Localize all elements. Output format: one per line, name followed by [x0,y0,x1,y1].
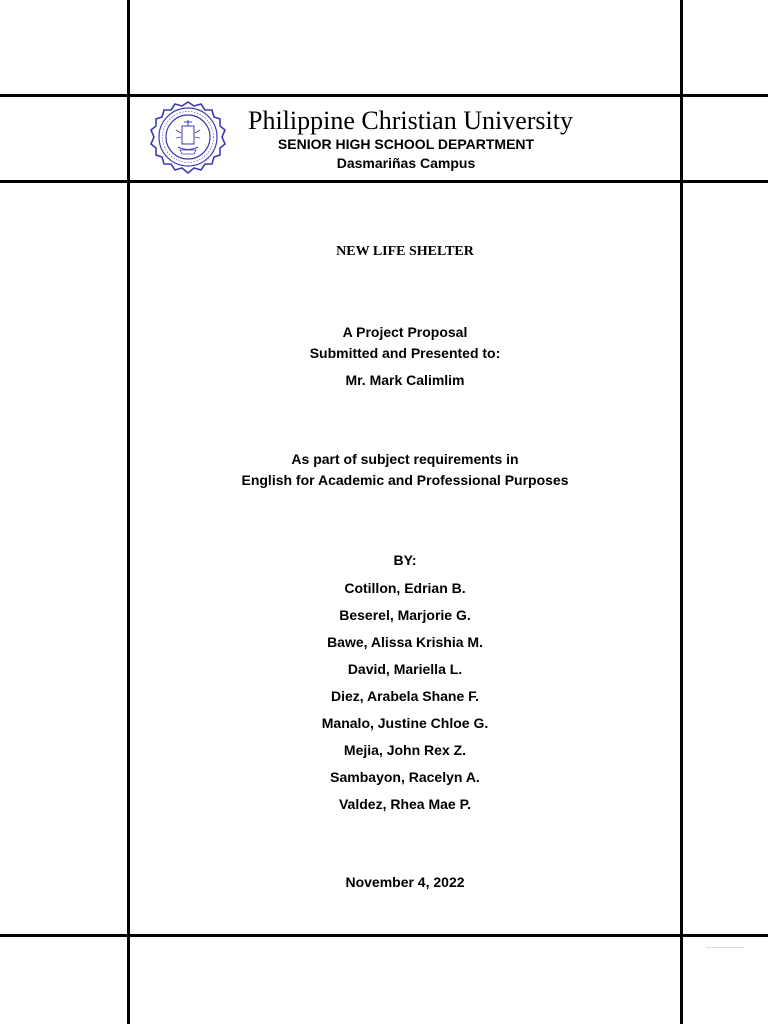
author-name: Mejia, John Rex Z. [343,742,467,758]
proposal-line-2: Submitted and Presented to: [309,345,501,361]
author-name: Manalo, Justine Chloe G. [321,715,489,731]
footer-line [0,934,768,937]
document-title: NEW LIFE SHELTER [336,244,474,259]
faint-mark [706,947,744,948]
author-name: Bawe, Alissa Krishia M. [327,634,483,650]
header-bottom-line [0,180,768,183]
university-seal-icon [148,100,228,176]
author-list [130,578,680,821]
university-name: Philippine Christian University [248,106,573,135]
proposal-line-1: A Project Proposal [342,324,468,340]
author-name: Cotillon, Edrian B. [344,580,466,596]
requirement-line-2: English for Academic and Professional Purposes [241,472,569,488]
by-label: BY: [393,552,417,568]
submission-date: November 4, 2022 [345,874,465,890]
author-name: Sambayon, Racelyn A. [330,769,480,785]
adviser-name: Mr. Mark Calimlim [345,372,465,388]
header-top-line [0,94,768,97]
right-border-line [680,0,683,1024]
author-name: Beserel, Marjorie G. [339,607,471,623]
author-name: David, Mariella L. [347,661,463,677]
author-name: Valdez, Rhea Mae P. [338,796,472,812]
campus-name: Dasmariñas Campus [336,155,476,171]
department-name: SENIOR HIGH SCHOOL DEPARTMENT [277,136,535,152]
left-border-line [127,0,130,1024]
author-name: Diez, Arabela Shane F. [330,688,480,704]
requirement-line-1: As part of subject requirements in [291,451,519,467]
